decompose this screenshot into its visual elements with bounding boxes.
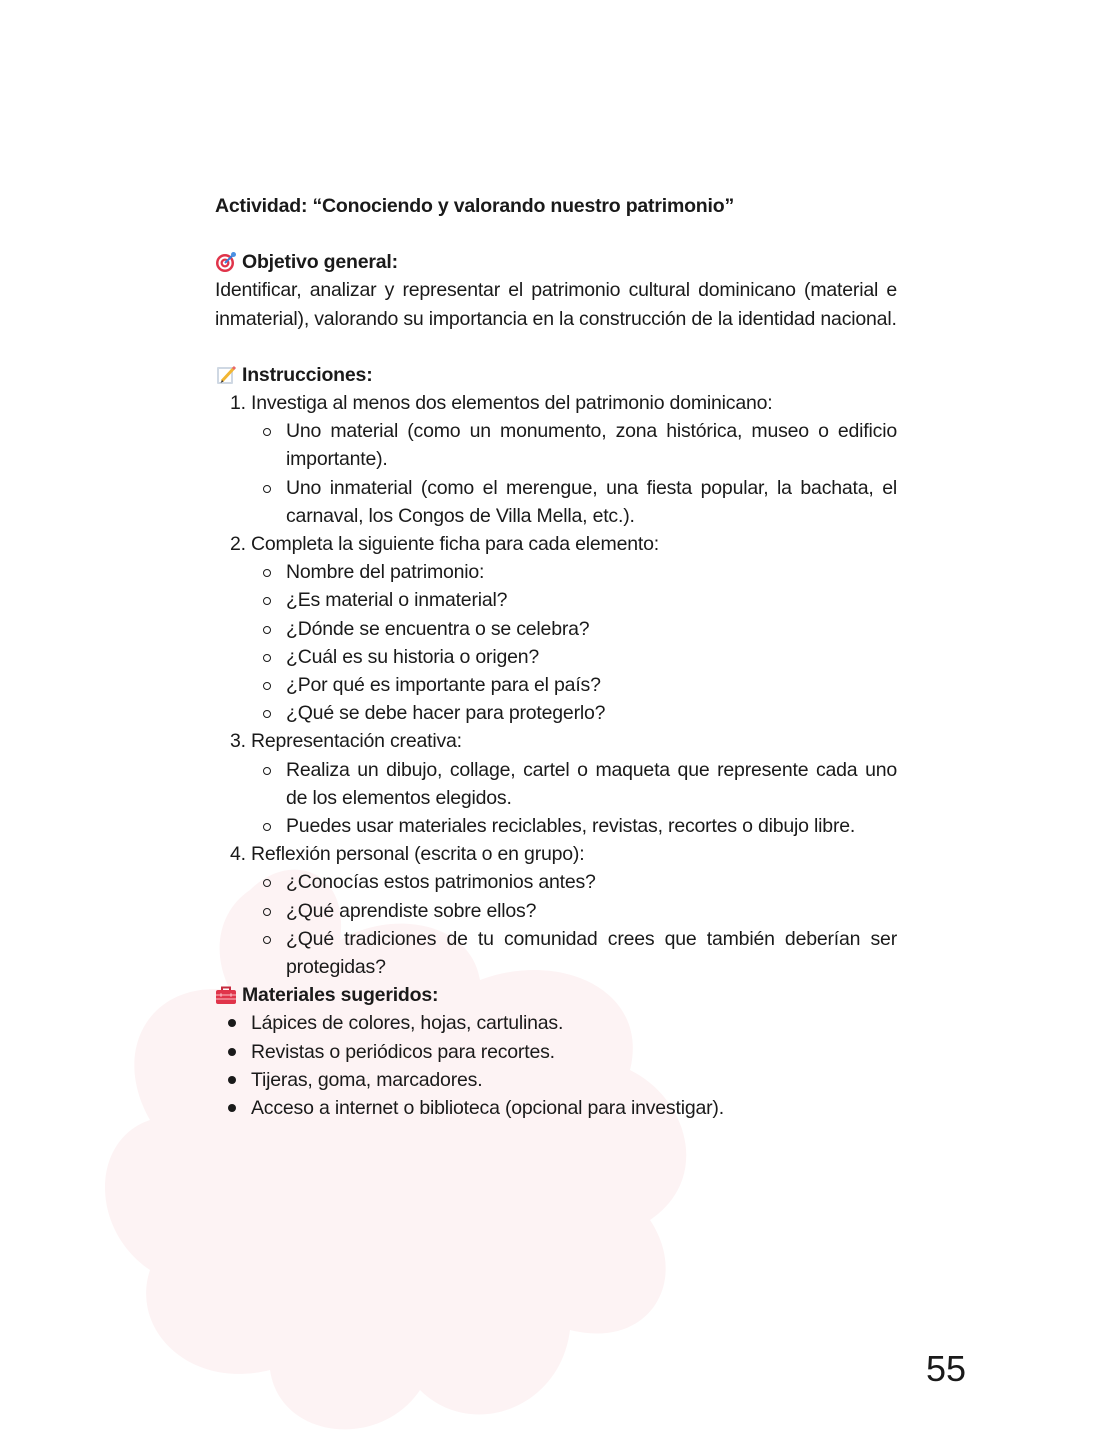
activity-content xyxy=(215,192,897,1122)
material-item: Revistas o periódicos para recortes. xyxy=(251,1038,897,1066)
sub-item: ¿Dónde se encuentra o se celebra? xyxy=(286,615,897,643)
objective-heading xyxy=(215,248,897,276)
instruction-step xyxy=(230,840,897,981)
toolbox-icon xyxy=(215,984,237,1006)
instructions-heading xyxy=(215,361,897,389)
activity-title: Actividad: “Conociendo y valorando nuestro patrimonio” xyxy=(215,195,734,217)
material-item: Tijeras, goma, marcadores. xyxy=(251,1066,897,1094)
step-sublist xyxy=(251,558,897,727)
instruction-step xyxy=(230,530,897,727)
sub-item: Puedes usar materiales reciclables, revistas, recortes o dibujo libre. xyxy=(286,812,897,840)
step-text: Reflexión personal (escrita o en grupo): xyxy=(251,843,585,866)
step-number: 2. xyxy=(230,533,246,556)
sub-item: ¿Qué se debe hacer para protegerlo? xyxy=(286,699,897,727)
sub-item: ¿Conocías estos patrimonios antes? xyxy=(286,868,897,896)
instructions-heading-text: Instrucciones: xyxy=(242,363,373,386)
sub-item: ¿Qué aprendiste sobre ellos? xyxy=(286,897,897,925)
memo-icon xyxy=(215,364,237,386)
sub-item: Nombre del patrimonio: xyxy=(286,558,897,586)
materials-list xyxy=(215,1009,897,1122)
step-number: 4. xyxy=(230,843,246,866)
materials-heading-text: Materiales sugeridos: xyxy=(242,984,439,1007)
step-sublist xyxy=(251,868,897,981)
sub-item: ¿Es material o inmaterial? xyxy=(286,586,897,614)
step-text: Investiga al menos dos elementos del patrimonio dominicano: xyxy=(251,392,773,415)
instruction-step xyxy=(230,389,897,530)
step-number: 1. xyxy=(230,392,246,415)
material-item: Lápices de colores, hojas, cartulinas. xyxy=(251,1009,897,1037)
sub-item: ¿Cuál es su historia o origen? xyxy=(286,643,897,671)
sub-item: ¿Por qué es importante para el país? xyxy=(286,671,897,699)
sub-item: Realiza un dibujo, collage, cartel o maqueta que represente cada uno de los elementos elegidos. xyxy=(286,756,897,812)
sub-item: Uno material (como un monumento, zona histórica, museo o edificio importante). xyxy=(286,417,897,473)
materials-heading xyxy=(215,981,897,1009)
page-number: 55 xyxy=(926,1348,967,1389)
step-sublist xyxy=(251,756,897,841)
objective-text: Identificar, analizar y representar el patrimonio cultural dominicano (material e inmaterial), valorando su importancia en la construcción de la identidad nacional. xyxy=(215,279,897,330)
objective-heading-text: Objetivo general: xyxy=(242,251,398,274)
sub-item: ¿Qué tradiciones de tu comunidad crees que también deberían ser protegidas? xyxy=(286,925,897,981)
step-sublist xyxy=(251,417,897,530)
step-number: 3. xyxy=(230,730,246,753)
material-item: Acceso a internet o biblioteca (opcional para investigar). xyxy=(251,1094,897,1122)
sub-item: Uno inmaterial (como el merengue, una fiesta popular, la bachata, el carnaval, los Congos de Villa Mella, etc.). xyxy=(286,474,897,530)
target-icon xyxy=(215,251,237,273)
step-text: Representación creativa: xyxy=(251,730,462,753)
instruction-step xyxy=(230,727,897,840)
instructions-list xyxy=(215,389,897,981)
step-text: Completa la siguiente ficha para cada elemento: xyxy=(251,533,659,556)
